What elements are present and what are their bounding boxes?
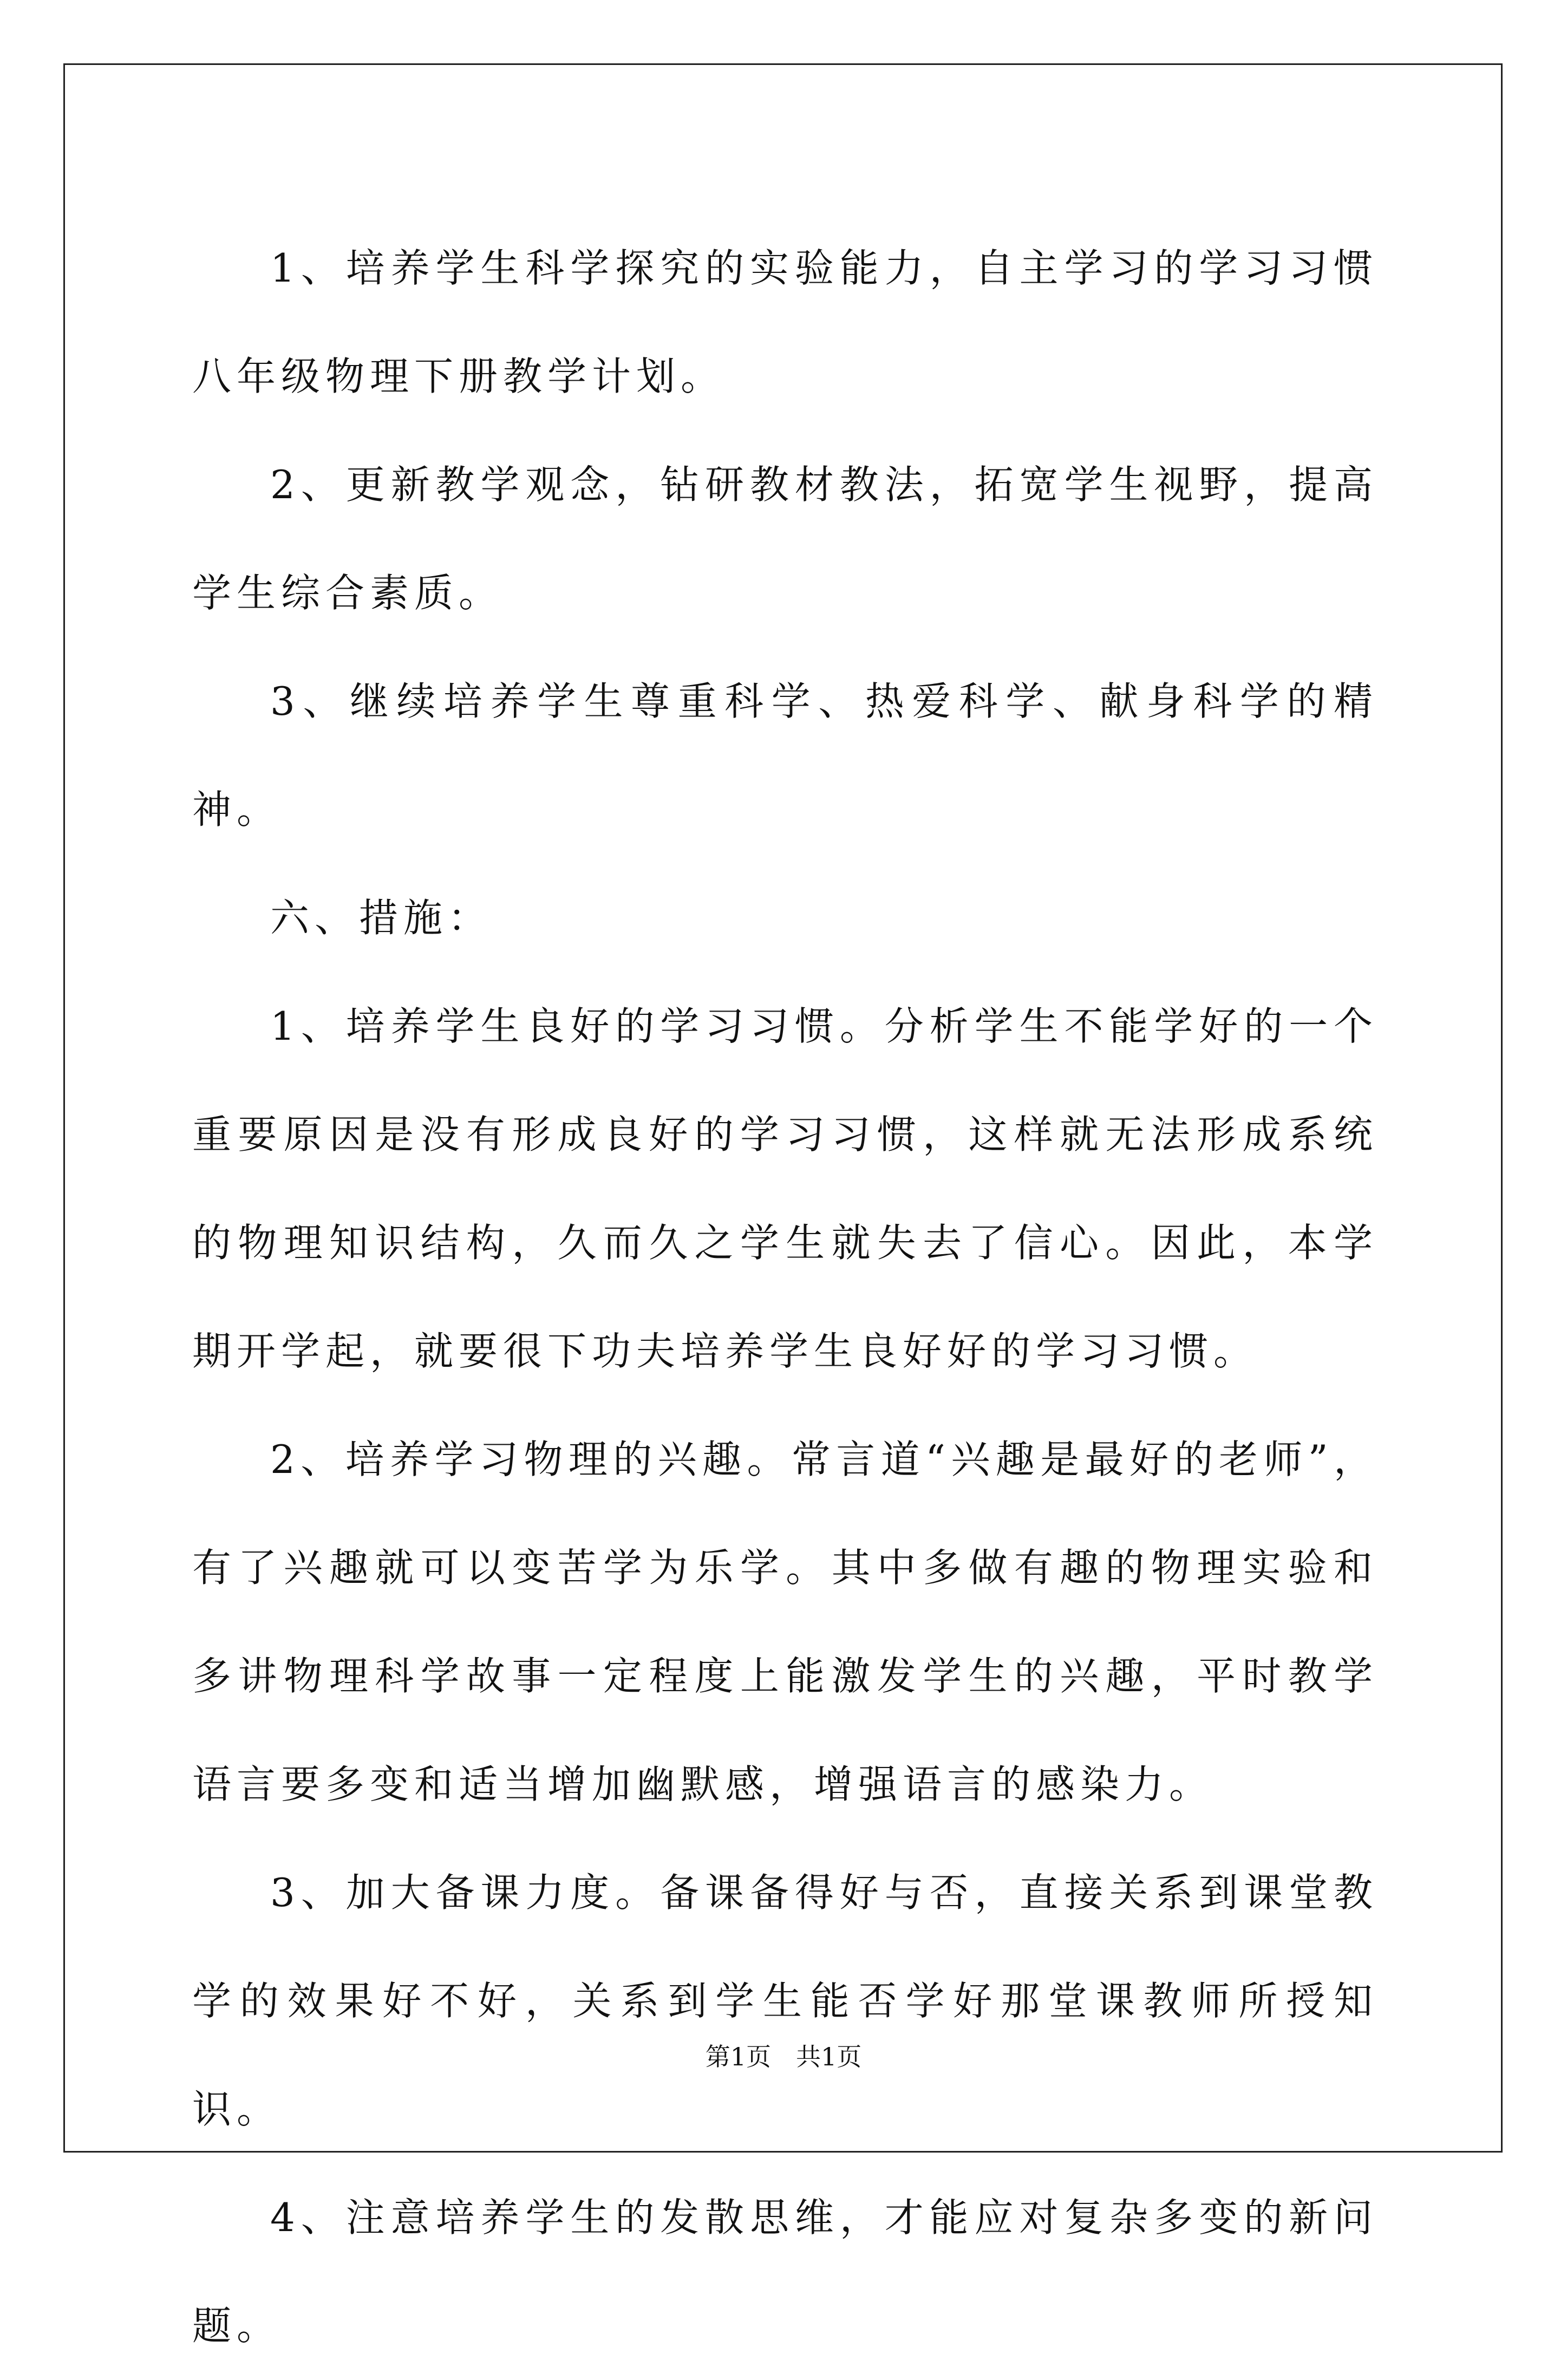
paragraph: 3、加大备课力度。备课备得好与否，直接关系到课堂教学的效果好不好，关系到学生能否学好那堂课教师所授知识。 xyxy=(192,1870,1378,2132)
section-heading: 六、措施： xyxy=(270,895,493,941)
page-number-footer: 第1页 共1页 xyxy=(705,2042,862,2071)
paragraph: 2、更新教学观念，钻研教材教法，拓宽学生视野，提高学生综合素质。 xyxy=(192,462,1378,616)
paragraph: 4、注意培养学生的发散思维，才能应对复杂多变的新问题。 xyxy=(192,2195,1378,2349)
paragraph: 2、培养学习物理的兴趣。常言道“兴趣是最好的老师”，有了兴趣就可以变苦学为乐学。其中多做有趣的物理实验和多讲物理科学故事一定程度上能激发学生的兴趣，平时教学语言要多变和适当增加幽默感，增强语言的感染力。 xyxy=(192,1437,1378,1807)
paragraph: 1、培养学生良好的学习习惯。分析学生不能学好的一个重要原因是没有形成良好的学习习惯，这样就无法形成系统的物理知识结构，久而久之学生就失去了信心。因此，本学期开学起，就要很下功夫培养学生良好好的学习习惯。 xyxy=(192,1003,1378,1374)
paragraph: 1、培养学生科学探究的实验能力，自主学习的学习习惯八年级物理下册教学计划。 xyxy=(192,245,1378,399)
paragraph: 3、继续培养学生尊重科学、热爱科学、献身科学的精神。 xyxy=(192,679,1378,832)
